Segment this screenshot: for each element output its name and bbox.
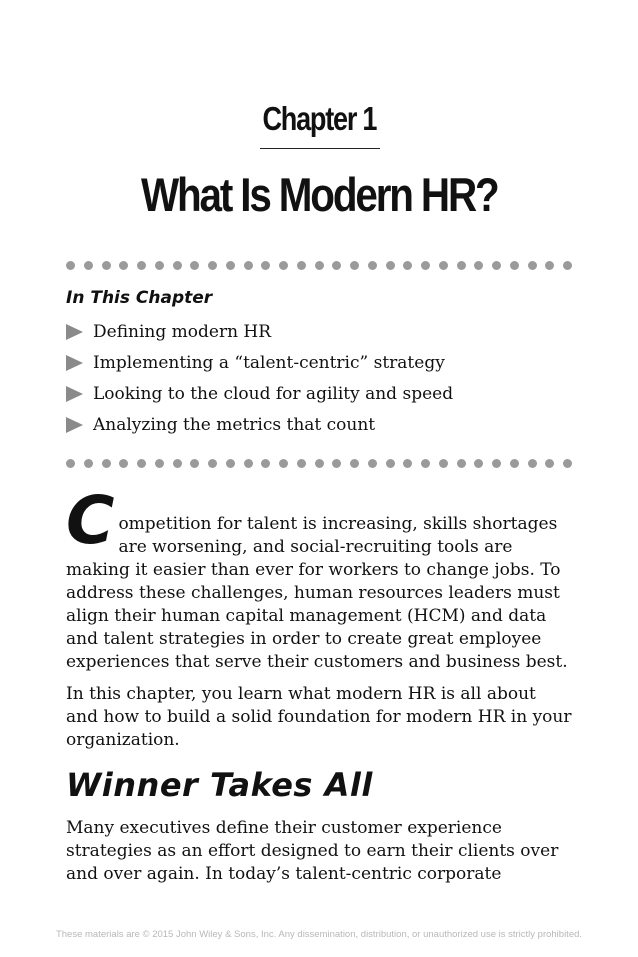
list-item-text: Implementing a “talent-centric” strategy bbox=[93, 352, 445, 373]
divider-dot bbox=[528, 459, 537, 468]
divider-dot bbox=[84, 459, 93, 468]
triangle-bullet-icon bbox=[66, 324, 83, 340]
divider-dot bbox=[510, 261, 519, 270]
divider-dot bbox=[102, 261, 111, 270]
divider-dot bbox=[155, 459, 164, 468]
section-heading: Winner Takes All bbox=[66, 766, 373, 804]
divider-dot bbox=[137, 261, 146, 270]
triangle-bullet-icon bbox=[66, 355, 83, 371]
drop-cap: C bbox=[66, 482, 115, 559]
divider-dot bbox=[66, 459, 75, 468]
divider-dot bbox=[261, 261, 270, 270]
divider-dot bbox=[66, 261, 75, 270]
divider-dot bbox=[119, 459, 128, 468]
divider-dot bbox=[137, 459, 146, 468]
chapter-title bbox=[0, 165, 638, 225]
divider-dot bbox=[350, 261, 359, 270]
divider-dot bbox=[368, 459, 377, 468]
divider-dot bbox=[190, 261, 199, 270]
copyright-footer: These materials are © 2015 John Wiley & Sons, Inc. Any dissemination, distribution, or unauthorized use is strictly prohibited. bbox=[55, 929, 583, 940]
divider-dot bbox=[279, 459, 288, 468]
divider-dot bbox=[244, 261, 253, 270]
chapter-title-text: What Is Modern HR? bbox=[140, 168, 498, 221]
divider-dot bbox=[545, 261, 554, 270]
divider-dot bbox=[563, 459, 572, 468]
chapter-label bbox=[0, 100, 638, 144]
divider-dot bbox=[457, 261, 466, 270]
list-item bbox=[66, 409, 453, 440]
divider-dot bbox=[368, 261, 377, 270]
divider-dot bbox=[439, 459, 448, 468]
dotted-divider-top bbox=[66, 260, 572, 270]
intro-section bbox=[66, 482, 572, 674]
divider-dot bbox=[279, 261, 288, 270]
divider-dot bbox=[297, 261, 306, 270]
list-item-text: Looking to the cloud for agility and speed bbox=[93, 383, 454, 404]
divider-dot bbox=[510, 459, 519, 468]
list-item-text: Analyzing the metrics that count bbox=[93, 414, 376, 435]
divider-dot bbox=[173, 459, 182, 468]
list-item bbox=[66, 347, 453, 378]
divider-dot bbox=[208, 261, 217, 270]
divider-dot bbox=[261, 459, 270, 468]
divider-dot bbox=[421, 261, 430, 270]
divider-dot bbox=[315, 459, 324, 468]
section-body-text: Many executives define their customer experience strategies as an effort designed to earn their clients over and over again. In today’s talent-centric corporate bbox=[66, 818, 559, 884]
divider-dot bbox=[332, 261, 341, 270]
divider-dot bbox=[84, 261, 93, 270]
divider-dot bbox=[403, 459, 412, 468]
overview-paragraph-text: In this chapter, you learn what modern HR is all about and how to build a solid foundation for modern HR in your organization. bbox=[66, 684, 572, 750]
divider-dot bbox=[421, 459, 430, 468]
chapter-rule bbox=[260, 148, 380, 149]
divider-dot bbox=[474, 261, 483, 270]
divider-dot bbox=[457, 459, 466, 468]
divider-dot bbox=[226, 261, 235, 270]
divider-dot bbox=[545, 459, 554, 468]
list-item bbox=[66, 316, 453, 347]
divider-dot bbox=[155, 261, 164, 270]
chapter-overview-paragraph bbox=[66, 683, 572, 752]
divider-dot bbox=[297, 459, 306, 468]
divider-dot bbox=[173, 261, 182, 270]
intro-paragraph-text: ompetition for talent is increasing, skills shortages are worsening, and social-recruiting tools are making it easier than ever for workers to change jobs. To address these challenges, human resources leaders must align their human capital management (HCM) and data and talent strategies in order to create great employee experiences that serve their customers and business best. bbox=[66, 514, 568, 672]
divider-dot bbox=[332, 459, 341, 468]
divider-dot bbox=[403, 261, 412, 270]
list-item bbox=[66, 378, 453, 409]
dotted-divider-bottom bbox=[66, 458, 572, 468]
divider-dot bbox=[439, 261, 448, 270]
section-body bbox=[66, 817, 572, 886]
list-item-text: Defining modern HR bbox=[93, 321, 272, 342]
triangle-bullet-icon bbox=[66, 417, 83, 433]
divider-dot bbox=[315, 261, 324, 270]
divider-dot bbox=[386, 261, 395, 270]
chapter-number-text: Chapter 1 bbox=[262, 100, 376, 137]
intro-paragraph bbox=[66, 482, 572, 674]
in-this-chapter-heading: In This Chapter bbox=[66, 288, 213, 308]
divider-dot bbox=[492, 261, 501, 270]
divider-dot bbox=[208, 459, 217, 468]
divider-dot bbox=[350, 459, 359, 468]
divider-dot bbox=[492, 459, 501, 468]
in-this-chapter-list bbox=[66, 316, 453, 440]
triangle-bullet-icon bbox=[66, 386, 83, 402]
divider-dot bbox=[226, 459, 235, 468]
divider-dot bbox=[244, 459, 253, 468]
divider-dot bbox=[190, 459, 199, 468]
divider-dot bbox=[119, 261, 128, 270]
divider-dot bbox=[386, 459, 395, 468]
divider-dot bbox=[102, 459, 111, 468]
divider-dot bbox=[474, 459, 483, 468]
divider-dot bbox=[528, 261, 537, 270]
divider-dot bbox=[563, 261, 572, 270]
